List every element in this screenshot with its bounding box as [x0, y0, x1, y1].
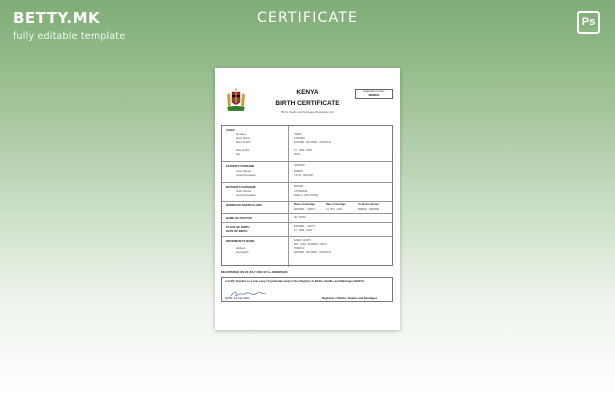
field-value: BOX 4320 NAIROBI KENYA — [294, 243, 328, 246]
field-value: NAIROBI, KENYA — [294, 225, 316, 228]
field-label: Sex — [236, 153, 241, 156]
field-value: SARAH ADAMS — [294, 239, 311, 242]
father-heading: FATHER'S SURNAME — [226, 164, 255, 168]
registrar-title: Registrar of Births, Deaths and Marriages — [322, 296, 378, 300]
field-value: JOHNSON — [294, 164, 305, 167]
field-label: Date of birth — [236, 149, 250, 152]
marriage-column-header: To whom married — [358, 203, 379, 206]
field-value: NAIROBI, KENYA — [294, 208, 316, 211]
field-value: 15 JUNE 2005 — [294, 149, 313, 152]
field-value: MALE — [294, 153, 301, 156]
brand-logo: BETTY.MK — [13, 9, 101, 27]
certificate-document — [215, 68, 400, 330]
field-value: JONES — [294, 133, 302, 136]
field-label: Description — [236, 251, 249, 254]
place-of-birth-heading: PLACE OF BIRTH — [226, 225, 250, 229]
field-value: NAIROBI NATIONAL HOSPITAL — [294, 141, 332, 144]
field-label: Given Name — [236, 137, 250, 140]
particulars-table — [221, 125, 393, 266]
field-value: CATHERINE — [294, 190, 308, 193]
field-value: STEPHEN — [294, 137, 305, 140]
informant-heading: INFORMANT'S NAME — [226, 239, 255, 243]
registered-on-line: REGISTERED ON 03 JULY 2021 BY A. ANDERSON — [221, 270, 288, 274]
date-of-birth-heading: DATE OF BIRTH — [226, 229, 248, 233]
field-label: Place of birth — [236, 141, 251, 144]
field-label: Surname — [236, 133, 247, 136]
field-label: Usual Occupation — [236, 174, 256, 177]
field-value: 12 MAY 2001 — [326, 208, 343, 211]
field-label: Address — [236, 247, 246, 250]
field-value: NAIROBI NATIONAL HOSPITAL — [294, 251, 332, 254]
mother-heading: MOTHER'S SURNAME — [226, 185, 256, 189]
field-label: Given Names — [236, 190, 252, 193]
child-heading: CHILD — [226, 128, 235, 132]
field-value: ROBINS — [294, 185, 304, 188]
certificate-title: BIRTH CERTIFICATE — [275, 100, 340, 107]
field-value: MIDWIFE — [294, 247, 305, 250]
photoshop-icon: Ps — [577, 11, 600, 34]
marriage-column-header: Place of marriage — [294, 203, 315, 206]
field-label: Usual Occupation — [236, 194, 256, 197]
field-value: ROBERT — [294, 170, 304, 173]
certificate-date: DATE: 03 July 2021 — [225, 296, 250, 300]
certificate-act: Births, Deaths and Marriages Registration Act — [281, 111, 334, 114]
registration-number-value: 4569XXL — [368, 93, 380, 98]
marriage-column-header: Date of marriage — [326, 203, 346, 206]
marriage-heading: MARRIAGE PARTICULARS — [226, 203, 262, 207]
registration-number-label: Registration Number — [363, 91, 385, 93]
certificate-country: KENYA — [296, 89, 319, 96]
doctor-heading: NAME OF DOCTOR — [226, 216, 252, 220]
certification-text: I certify that this is a true copy of particulars kept in the Registry of Births, Deaths and Marriages KENYA. — [225, 279, 365, 283]
field-value: 15 JUNE 2005 — [294, 229, 313, 232]
field-value: ROBERT JOHNSON — [358, 208, 380, 211]
page-title: CERTIFICATE — [256, 10, 359, 26]
field-label: Given Names — [236, 170, 252, 173]
field-value: DR SMITH — [294, 216, 307, 219]
brand-tagline: fully editable template — [13, 31, 126, 42]
field-value: CIVIL SERVANT — [294, 174, 314, 177]
registration-number-box — [355, 89, 393, 99]
field-value: PUBLIC RELATIONS — [294, 194, 319, 197]
certification-box — [221, 277, 393, 302]
